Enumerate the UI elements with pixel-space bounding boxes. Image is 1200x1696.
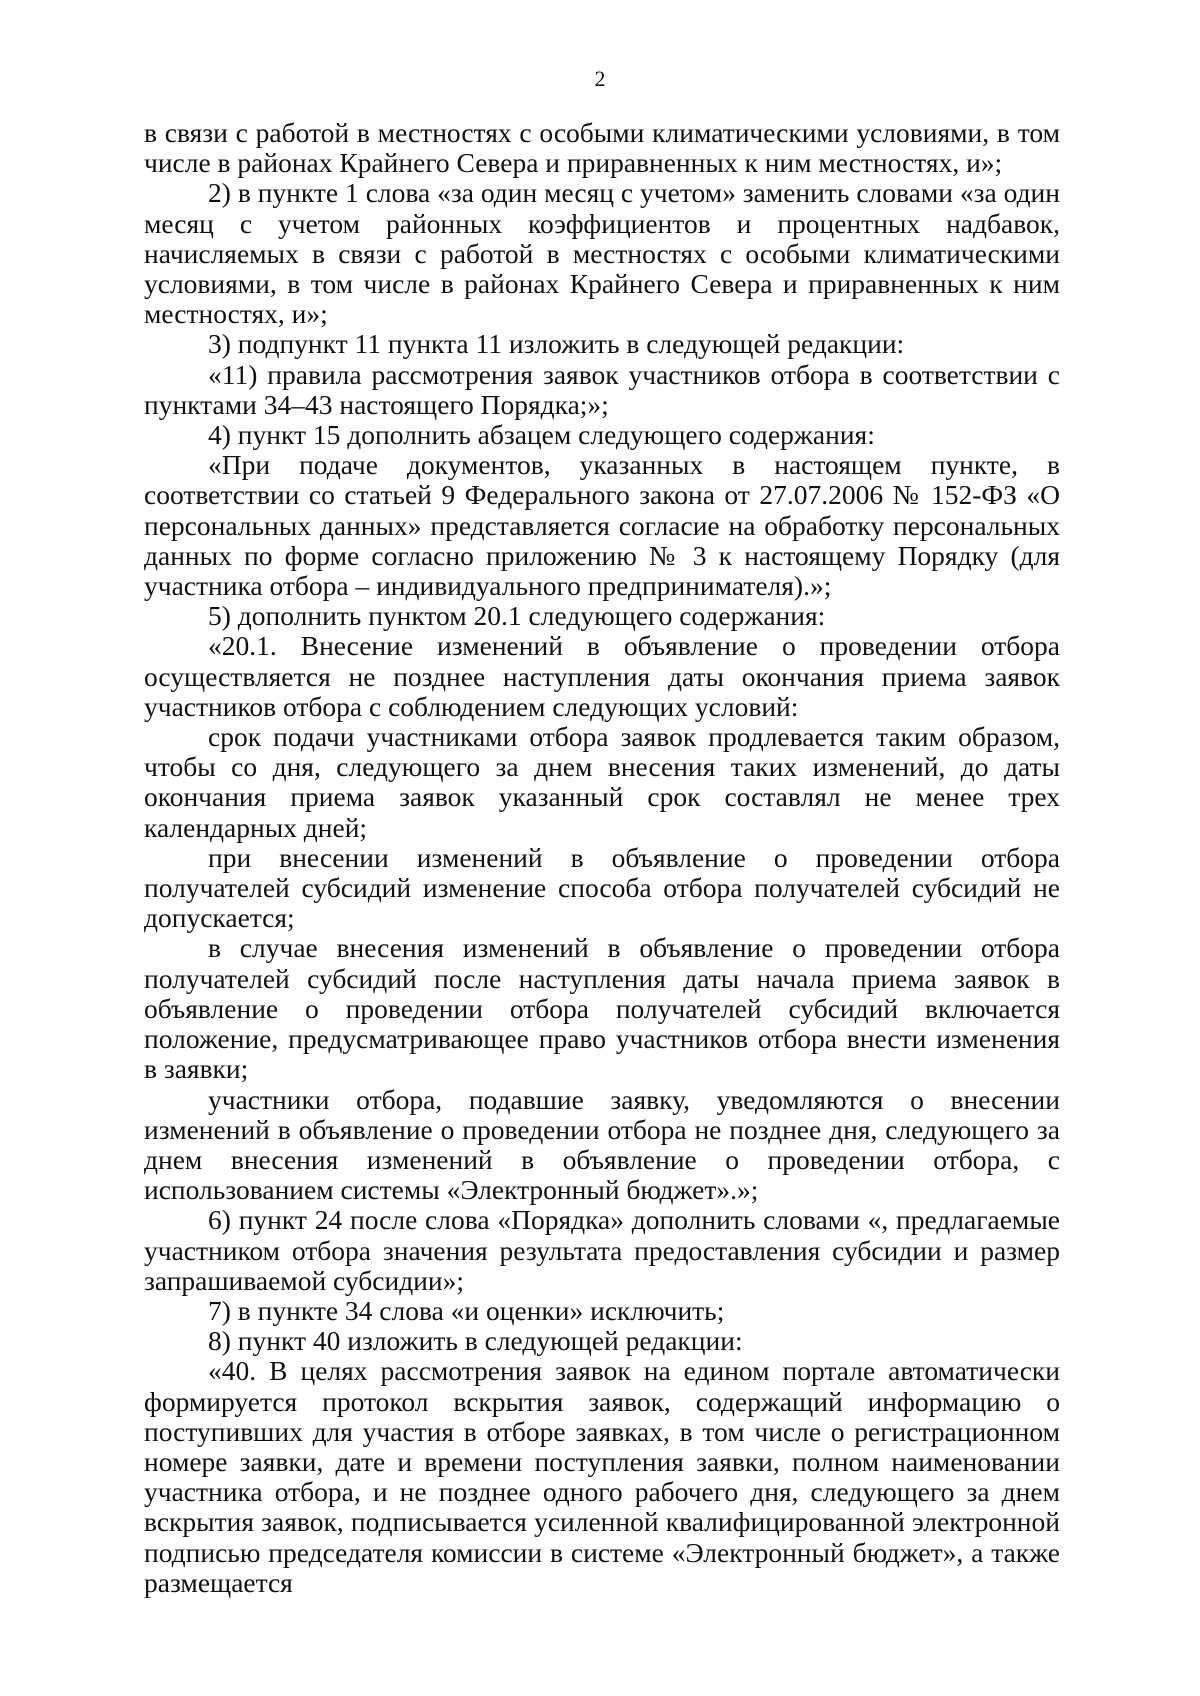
paragraph-item-5: 5) дополнить пунктом 20.1 следующего содержания:	[208, 600, 826, 632]
document-body	[144, 118, 1060, 1598]
paragraph-item-6: 6) пункт 24 после слова «Порядка» дополнить словами «, предлагаемые участником отбора значения результата предоставления субсидии и размер запрашиваемой субсидии»;	[144, 1204, 1060, 1296]
page-number: 2	[594, 66, 606, 91]
paragraph-item-4: 4) пункт 15 дополнить абзацем следующего содержания:	[208, 419, 875, 451]
paragraph-item-8: 8) пункт 40 изложить в следующей редакции:	[208, 1325, 743, 1357]
paragraph-condition-deadline: срок подачи участниками отбора заявок продлевается таким образом, чтобы со дня, следующего за днем внесения таких изменений, до даты окончания приема заявок указанный срок составлял не менее трех календарных дней;	[144, 721, 1060, 843]
paragraph-quote-20-1: «20.1. Внесение изменений в объявление о проведении отбора осуществляется не позднее наступления даты окончания приема заявок участников отбора с соблюдением следующих условий:	[144, 630, 1060, 722]
paragraph-continuation: в связи с работой в местностях с особыми климатическими условиями, в том числе в районах Крайнего Севера и приравненных к ним местностях, и»;	[144, 117, 1060, 179]
paragraph-item-7: 7) в пункте 34 слова «и оценки» исключить;	[208, 1294, 725, 1326]
paragraph-quote-personal-data: «При подаче документов, указанных в настоящем пункте, в соответствии со статьей 9 Федерального закона от 27.07.2006 № 152-ФЗ «О персональных данных» представляется согласие на обработку персональных данных по форме согласно приложению № 3 к настоящему Порядку (для участника отбора – индивидуального предпринимателя).»;	[144, 449, 1060, 602]
paragraph-quote-40: «40. В целях рассмотрения заявок на едином портале автоматически формируется протокол вскрытия заявок, содержащий информацию о поступивших для участия в отборе заявках, в том числе о регистрационном номере заявки, дате и времени поступления заявки, полном наименовании участника отбора, и не позднее одного рабочего дня, следующего за днем вскрытия заявок, подписывается усиленной квалифицированной электронной подписью председателя комиссии в системе «Электронный бюджет», а также размещается	[144, 1355, 1060, 1598]
paragraph-condition-changes: в случае внесения изменений в объявление о проведении отбора получателей субсидий после наступления даты начала приема заявок в объявление о проведении отбора получателей субсидий включается положение, предусматривающее право участников отбора внести изменения в заявки;	[144, 932, 1060, 1085]
paragraph-item-3: 3) подпункт 11 пункта 11 изложить в следующей редакции:	[208, 328, 905, 360]
paragraph-condition-notification: участники отбора, подавшие заявку, уведомляются о внесении изменений в объявление о проведении отбора не позднее дня, следующего за днем внесения изменений в объявление о проведении отбора, с использованием системы «Электронный бюджет».»;	[144, 1083, 1060, 1206]
paragraph-item-2: 2) в пункте 1 слова «за один месяц с учетом» заменить словами «за один месяц с учетом районных коэффициентов и процентных надбавок, начисляемых в связи с работой в местностях с особыми климатическими условиями, в том числе в районах Крайнего Севера и приравненных к ним местностях, и»;	[144, 177, 1060, 330]
paragraph-condition-method: при внесении изменений в объявление о проведении отбора получателей субсидий изменение способа отбора получателей субсидий не допускается;	[144, 841, 1060, 934]
paragraph-quote-11: «11) правила рассмотрения заявок участников отбора в соответствии с пунктами 34–43 настоящего Порядка;»;	[144, 358, 1060, 420]
